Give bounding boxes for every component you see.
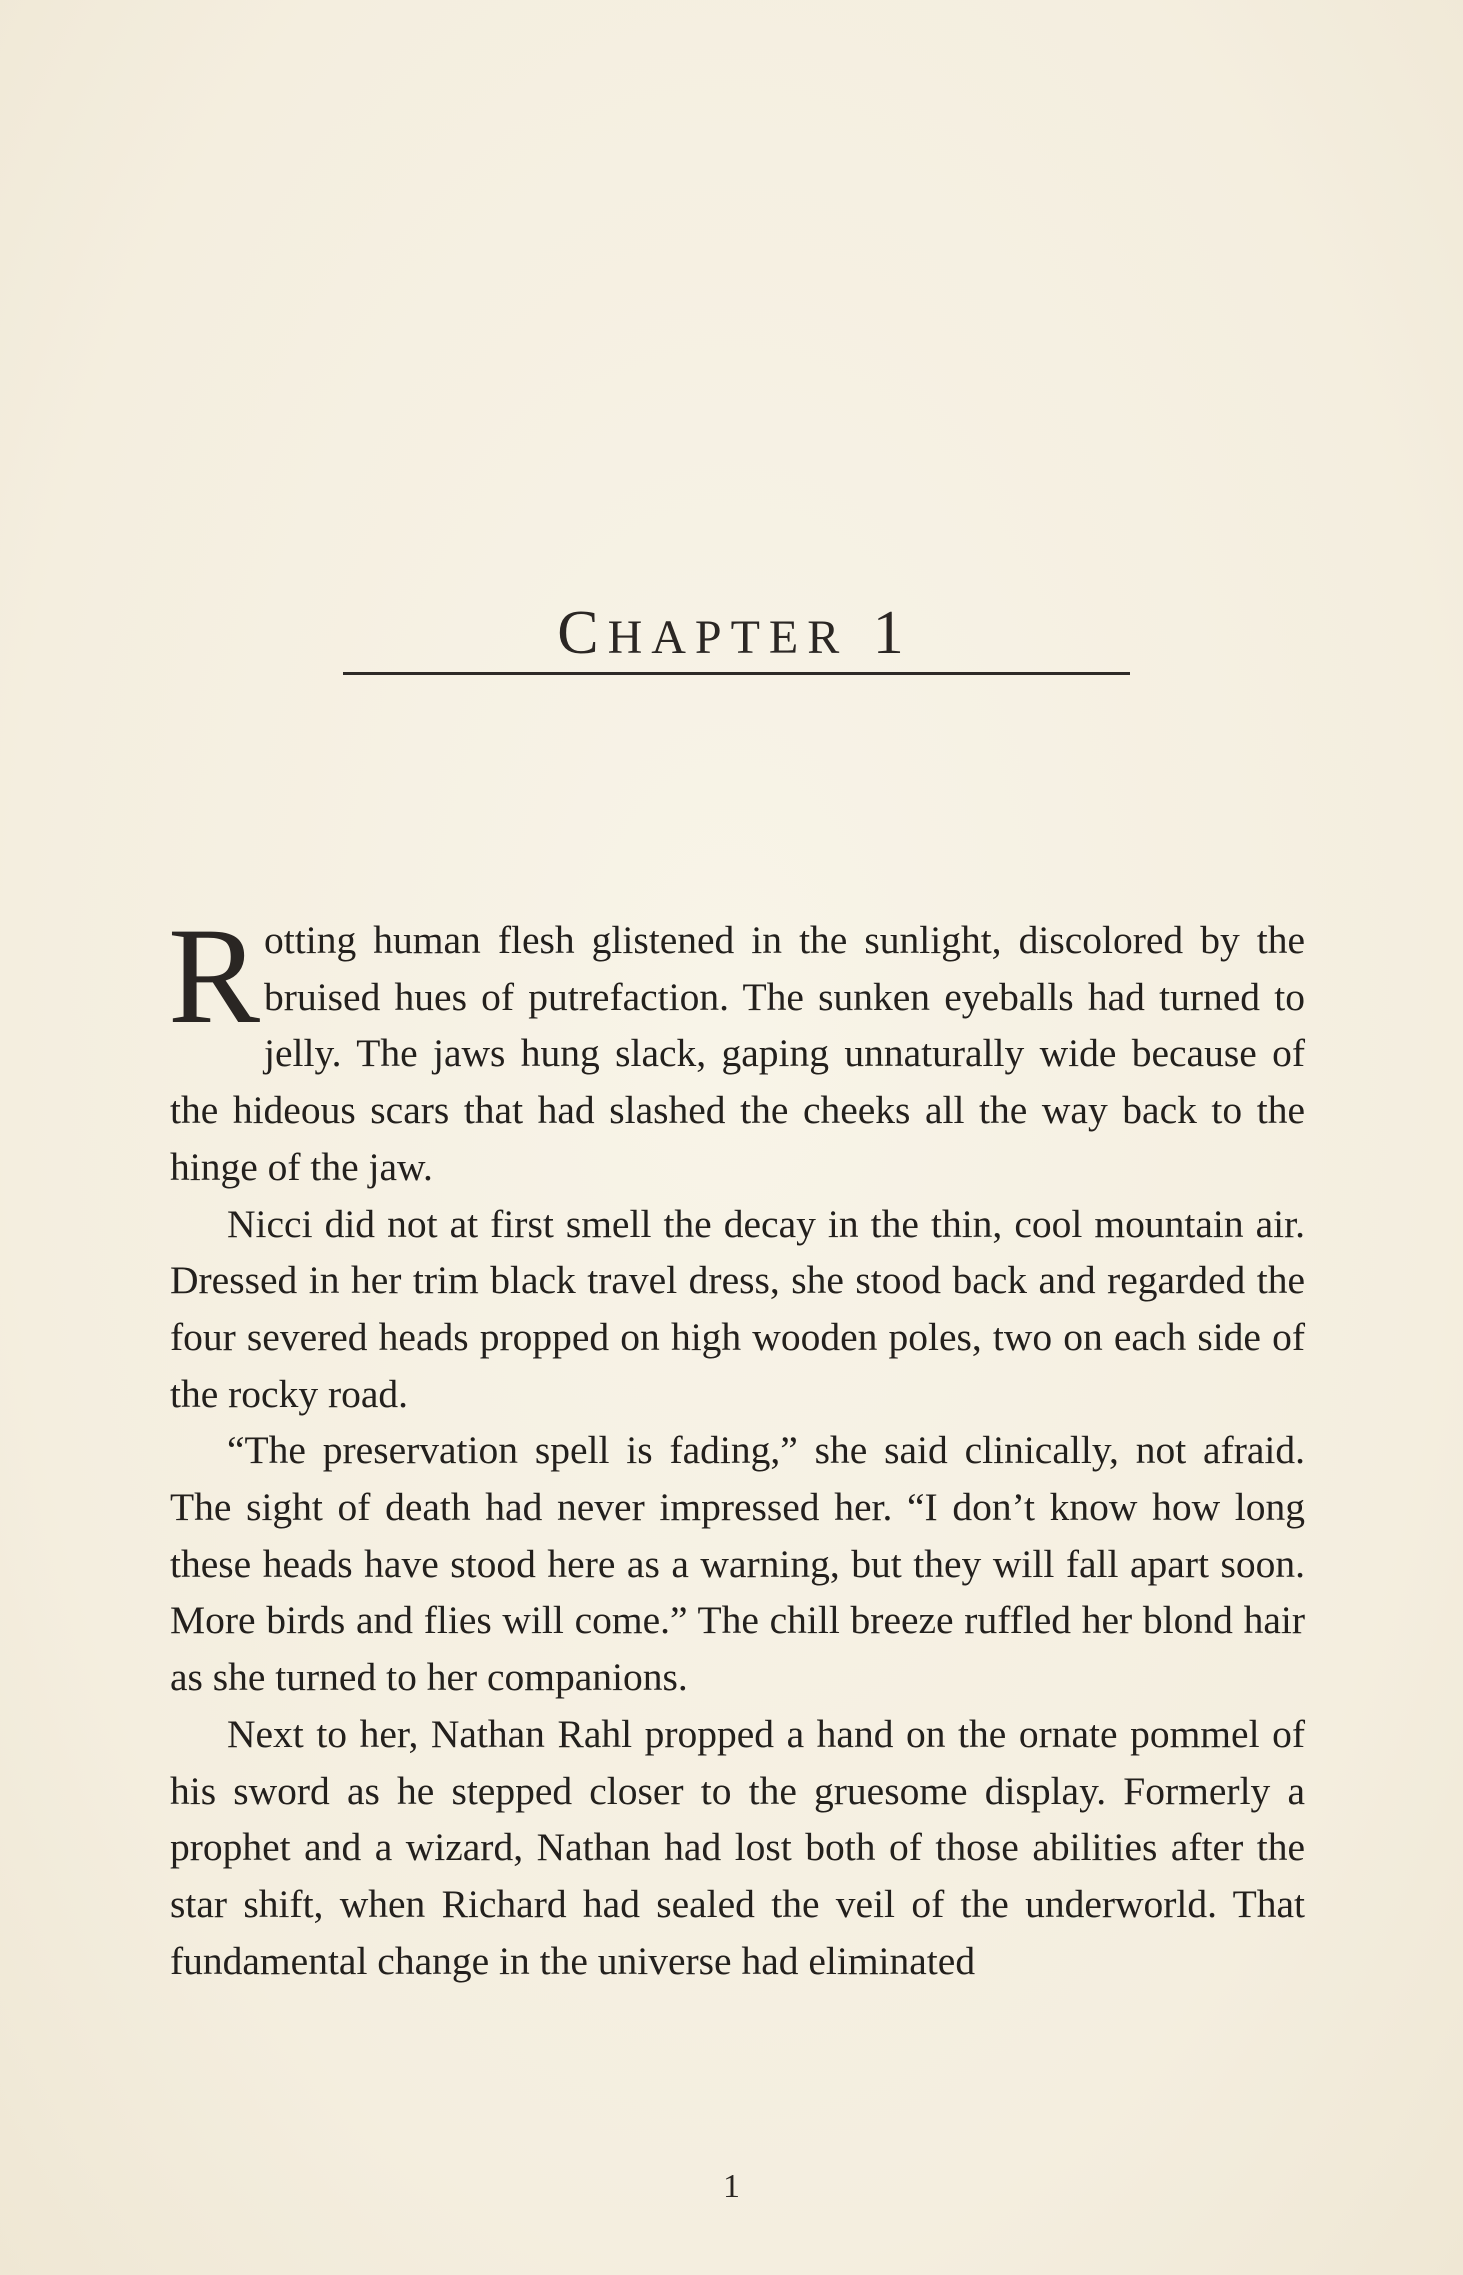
paragraph-1	[168, 899, 1305, 1196]
paragraph-3: “The preservation spell is fading,” she said clinically, not afraid. The sight of death had never impressed her. “I don’t know how long these heads have stood here as a warning, but they will fall apart soon. More birds and flies will come.” The chill breeze ruffled her blond hair as she turned to her companions.	[170, 1428, 1305, 1700]
page-number: 1	[723, 2168, 740, 2205]
paragraph-1-text: otting human flesh glistened in the sunlight, discolored by the bruised hues of putrefaction. The sunken eyeballs had turned to jelly. The jaws hung slack, gaping unnaturally wide because of the hideous scars that had slashed the cheeks all the way back to the hinge of the jaw.	[170, 918, 1305, 1189]
drop-cap: R	[168, 899, 261, 1052]
paragraph-4: Next to her, Nathan Rahl propped a hand on the ornate pommel of his sword as he stepped closer to the gruesome display. Formerly a prophet and a wizard, Nathan had lost both of those abilities after the star shift, when Richard had sealed the veil of the underworld. That fundamental change in the universe had eliminated	[170, 1711, 1305, 1983]
paragraph-2: Nicci did not at first smell the decay in the thin, cool mountain air. Dressed in her trim black travel dress, she stood back and regarded the four severed heads propped on high wooden poles, two on each side of the rocky road.	[170, 1201, 1305, 1416]
chapter-title	[340, 598, 1130, 669]
chapter-number: 1	[872, 599, 913, 667]
chapter-body	[168, 899, 1305, 1989]
chapter-underline	[343, 672, 1130, 675]
chapter-title-rest: HAPTER	[607, 611, 849, 664]
chapter-title-initial: C	[557, 599, 608, 667]
